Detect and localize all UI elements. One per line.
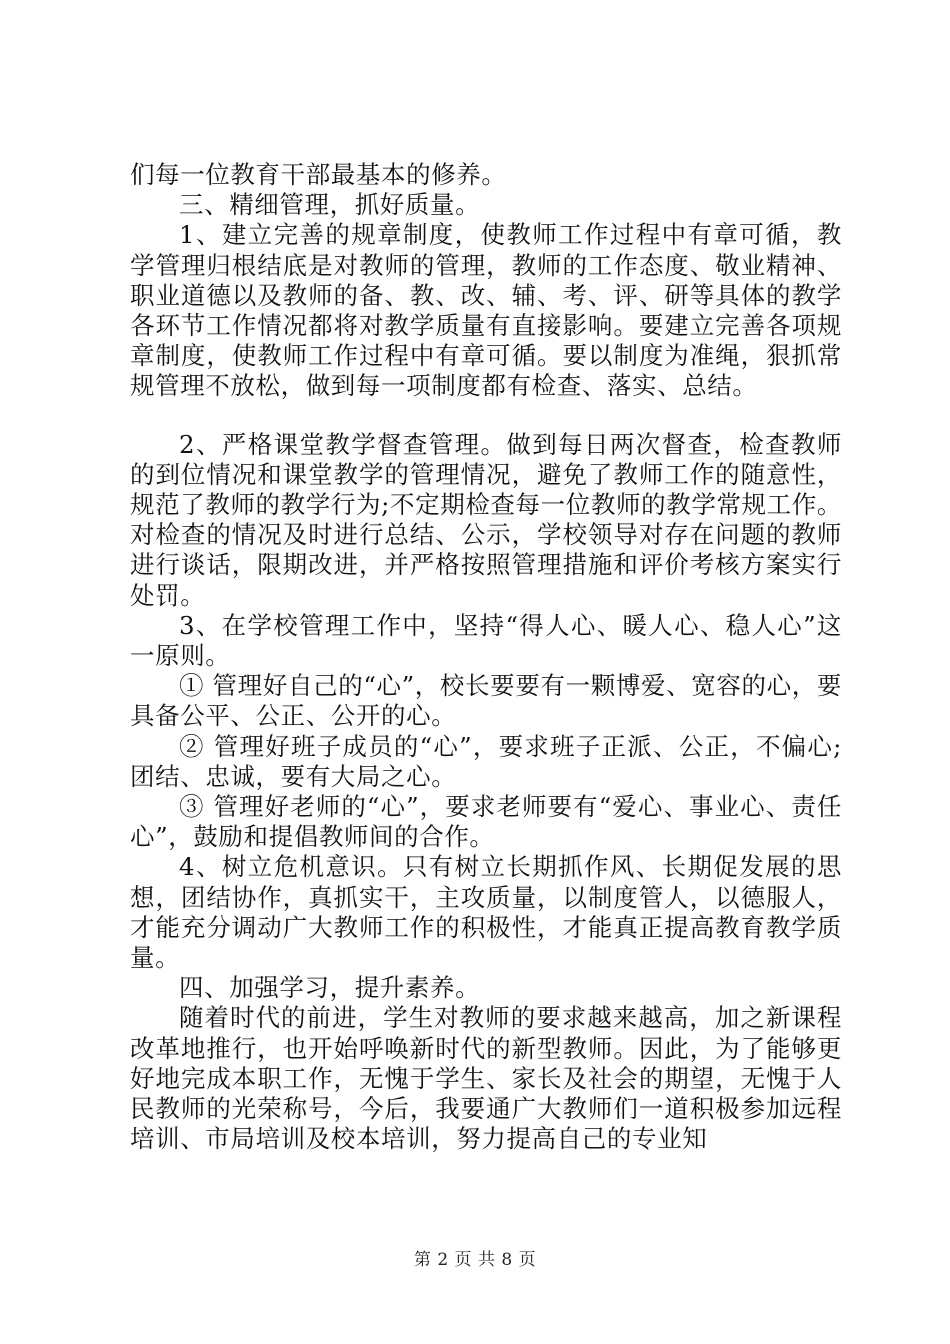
- paragraph-body: 随着时代的前进，学生对教师的要求越来越高，加之新课程改革地推行，也开始呼唤新时代的新型教师。因此，为了能够更好地完成本职工作，无愧于学生、家长及社会的期望，无愧于人民教师的光荣称号，今后，我要通广大教师们一道积极参加远程培训、市局培训及校本培训，努力提高自己的专业知: [130, 1003, 842, 1154]
- paragraph-item-4: 4、树立危机意识。只有树立长期抓作风、长期促发展的思想，团结协作，真抓实干，主攻质量，以制度管人，以德服人，才能充分调动广大教师工作的积极性，才能真正提高教育教学质量。: [130, 852, 842, 973]
- section-heading-3: 三、精细管理，抓好质量。: [179, 190, 481, 220]
- page-number-footer: 第 2 页 共 8 页: [413, 1250, 537, 1270]
- paragraph-item-2: 2、严格课堂教学督查管理。做到每日两次督查，检查教师的到位情况和课堂教学的管理情况，避免了教师工作的随意性，规范了教师的教学行为;不定期检查每一位教师的教学常规工作。对检查的情况及时进行总结、公示，学校领导对存在问题的教师进行谈话，限期改进，并严格按照管理措施和评价考核方案实行处罚。: [130, 429, 842, 610]
- paragraph-spacer: [130, 402, 842, 430]
- document-body: [130, 160, 842, 1155]
- section-heading-4: 四、加强学习，提升素养。: [179, 973, 481, 1003]
- paragraph-item-1: 1、建立完善的规章制度，使教师工作过程中有章可循，教学管理归根结底是对教师的管理，教师的工作态度、敬业精神、职业道德以及教师的备、教、改、辅、考、评、研等具体的教学各环节工作情况都将对教学质量有直接影响。要建立完善各项规章制度，使教师工作过程中有章可循。要以制度为准绳，狠抓常规管理不放松，做到每一项制度都有检查、落实、总结。: [130, 220, 842, 401]
- paragraph-item-3: 3、在学校管理工作中，坚持“得人心、暖人心、稳人心”这一原则。: [130, 610, 842, 671]
- paragraph-subitem-2: ② 管理好班子成员的“心”，要求班子正派、公正，不偏心;团结、忠诚，要有大局之心。: [130, 731, 842, 791]
- paragraph-subitem-3: ③ 管理好老师的“心”，要求老师要有“爱心、事业心、责任心”，鼓励和提倡教师间的合作。: [130, 792, 842, 852]
- paragraph-subitem-1: ① 管理好自己的“心”，校长要要有一颗博爱、宽容的心，要具备公平、公正、公开的心。: [130, 671, 842, 731]
- paragraph-continuation: 们每一位教育干部最基本的修养。: [130, 160, 507, 189]
